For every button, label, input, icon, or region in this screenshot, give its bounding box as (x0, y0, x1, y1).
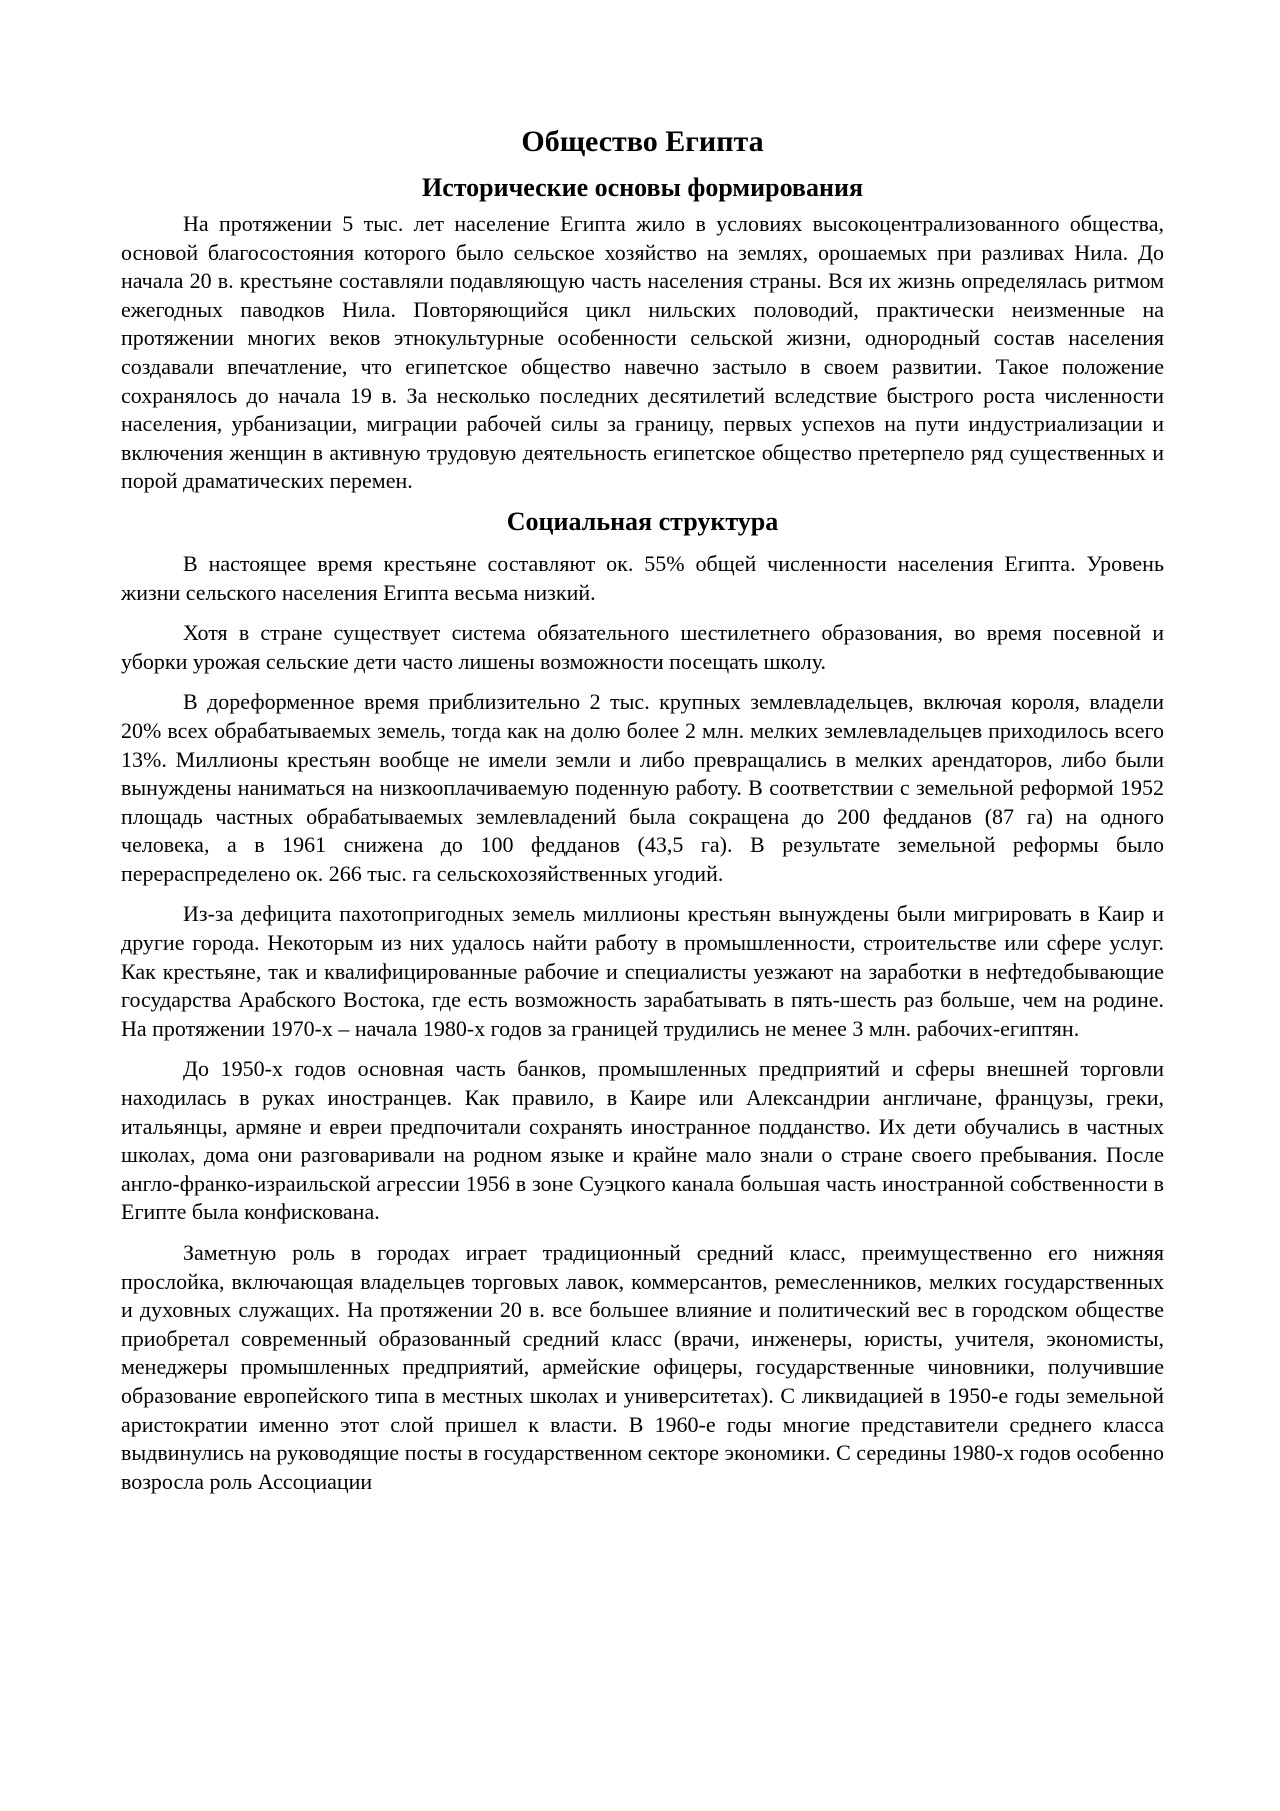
paragraph-migration: Из-за дефицита пахотопригодных земель миллионы крестьян вынуждены были мигрировать в Каир и другие города. Некоторым из них удалось найти работу в промышленности, строительстве или сфере услуг. Как крестьяне, так и квалифицированные рабочие и специалисты уезжают на заработки в нефтедобывающие государства Арабского Востока, где есть возможность зарабатывать в пять-шесть раз больше, чем на родине. На протяжении 1970-х – начала 1980-х годов за границей трудились не менее 3 млн. рабочих-египтян. (121, 901, 1164, 1041)
paragraph-land-reform: В дореформенное время приблизительно 2 тыс. крупных землевладельцев, включая короля, владели 20% всех обрабатываемых земель, тогда как на долю более 2 млн. мелких землевладельцев приходилось всего 13%. Миллионы крестьян вообще не имели земли и либо превращались в мелких арендаторов, либо были вынуждены наниматься на низкооплачиваемую поденную работу. В соответствии с земельной реформой 1952 площадь частных обрабатываемых землевладений была сокращена до 200 федданов (87 га) на одного человека, а в 1961 снижена до 100 федданов (43,5 га). В результате земельной реформы было перераспределено ок. 266 тыс. га сельскохозяйственных угодий. (121, 689, 1164, 886)
section-heading-history: Исторические основы формирования (421, 173, 864, 202)
paragraph-peasants-share: В настоящее время крестьяне составляют ок. 55% общей численности населения Египта. Уровень жизни сельского населения Египта весьма низкий. (121, 550, 1164, 605)
section-heading-social-structure: Социальная структура (506, 506, 779, 536)
paragraph-education: Хотя в стране существует система обязательного шестилетнего образования, во время посевной и уборки урожая сельские дети часто лишены возможности посещать школу. (121, 620, 1164, 674)
paragraph-middle-class: Заметную роль в городах играет традиционный средний класс, преимущественно его нижняя прослойка, включающая владельцев торговых лавок, коммерсантов, ремесленников, мелких государственных и духовных служащих. На протяжении 20 в. все большее влияние и политический вес в городском обществе приобретал современный образованный средний класс (врачи, инженеры, юристы, учителя, экономисты, менеджеры промышленных предприятий, армейские офицеры, государственные чиновники, получившие образование европейского типа в местных школах и университетах). С ликвидацией в 1950-е годы земельной аристократии именно этот слой пришел к власти. В 1960-е годы многие представители среднего класса выдвинулись на руководящие посты в государственном секторе экономики. С середины 1980-х годов особенно возросла роль Ассоциации (121, 1240, 1164, 1494)
paragraph-history: На протяжении 5 тыс. лет население Египта жило в условиях высокоцентрализованного общества, основой благосостояния которого было сельское хозяйство на землях, орошаемых при разливах Нила. До начала 20 в. крестьяне составляли подавляющую часть населения страны. Вся их жизнь определялась ритмом ежегодных паводков Нила. Повторяющийся цикл нильских половодий, практически неизменные на протяжении многих веков этнокультурные особенности сельской жизни, однородный состав населения создавали впечатление, что египетское общество навечно застыло в своем развитии. Такое положение сохранялось до начала 19 в. За несколько последних десятилетий вследствие быстрого роста численности населения, урбанизации, миграции рабочей силы за границу, первых успехов на пути индустриализации и включения женщин в активную трудовую деятельность египетское общество претерпело ряд существенных и порой драматических перемен. (121, 211, 1164, 494)
paragraph-foreigners: До 1950-х годов основная часть банков, промышленных предприятий и сферы внешней торговли находилась в руках иностранцев. Как правило, в Каире или Александрии англичане, французы, греки, итальянцы, армяне и евреи предпочитали сохранять иностранное подданство. Их дети обучались в частных школах, дома они разговаривали на родном языке и крайне мало знали о стране своего пребывания. После англо-франко-израильской агрессии 1956 в зоне Суэцкого канала большая часть иностранной собственности в Египте была конфискована. (121, 1056, 1164, 1225)
document-title: Общество Египта (521, 125, 764, 158)
document-page (121, 120, 1164, 1508)
